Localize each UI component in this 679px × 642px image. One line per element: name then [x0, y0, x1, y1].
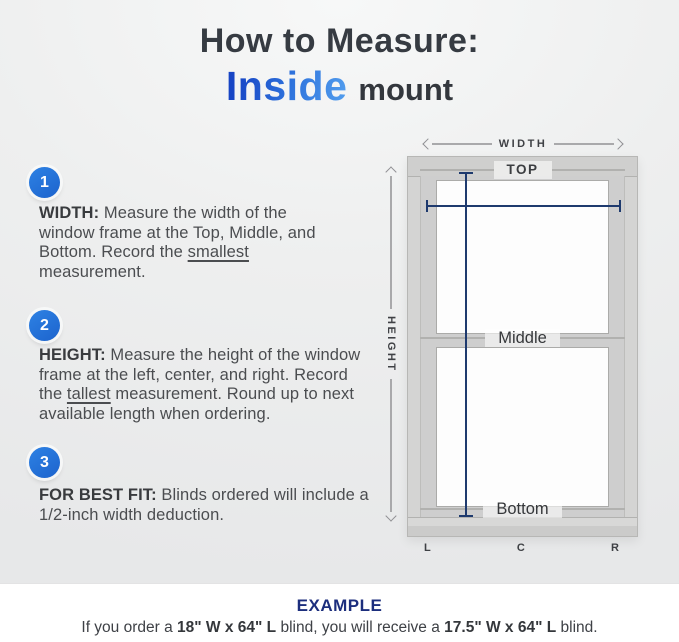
- middle-row-line-left: [420, 337, 485, 339]
- step-1-body-end: measurement.: [39, 262, 146, 281]
- middle-row-line-right: [560, 337, 625, 339]
- step-2-underlined-word: tallest: [66, 385, 111, 403]
- height-measure-tick-top: [459, 172, 473, 174]
- top-row-line-left: [420, 169, 494, 171]
- step-2-body-end: measurement. Round up to next available length when ordering.: [39, 385, 355, 423]
- step-3-text: [39, 486, 379, 525]
- step-1-underlined-word: smallest: [187, 243, 249, 261]
- arrow-left-icon: [422, 138, 433, 149]
- marker-center: C: [516, 542, 526, 554]
- title-accent: Inside: [225, 63, 348, 109]
- top-measure-row: [420, 161, 625, 179]
- width-dimension-arrow: [424, 137, 622, 151]
- marker-right: R: [611, 542, 620, 554]
- marker-left: L: [424, 542, 432, 554]
- step-3-body: Blinds ordered will include a 1/2-inch width deduction.: [39, 486, 369, 524]
- step-1-label: WIDTH:: [39, 204, 100, 222]
- height-arrow-line-top: [390, 176, 392, 309]
- width-measure-tick-left: [426, 200, 428, 212]
- height-arrow-line-bottom: [390, 379, 392, 512]
- width-arrow-line-left: [432, 143, 492, 145]
- width-measure-tick-right: [619, 200, 621, 212]
- bottom-measure-row: [420, 500, 625, 518]
- bottom-row-line-right: [562, 508, 625, 510]
- example-part-5: blind.: [556, 619, 598, 636]
- height-measurement-line: [465, 172, 467, 517]
- step-1-number: 1: [40, 173, 49, 191]
- middle-measure-row: [420, 329, 625, 347]
- example-footer: [0, 583, 679, 642]
- middle-label: Middle: [485, 329, 560, 347]
- step-3-badge: [29, 447, 60, 478]
- step-2-text: [39, 346, 365, 424]
- width-arrow-label: WIDTH: [498, 138, 548, 150]
- bottom-label: Bottom: [483, 500, 561, 518]
- step-1-badge: [29, 167, 60, 198]
- bottom-markers-row: [407, 542, 638, 554]
- height-dimension-arrow: [384, 168, 398, 520]
- page-title: [0, 22, 679, 110]
- window-sash-region: [420, 176, 625, 518]
- step-1-body: Measure the width of the window frame at the Top, Middle, and Bottom. Record the: [39, 204, 316, 261]
- window-sill: [408, 517, 637, 536]
- window-lower-pane: [436, 347, 609, 507]
- arrow-down-icon: [385, 510, 396, 521]
- arrow-right-icon: [612, 138, 623, 149]
- step-2-number: 2: [40, 316, 49, 334]
- bottom-row-line-left: [420, 508, 483, 510]
- example-ordered-size: 18" W x 64" L: [177, 619, 277, 636]
- step-1-text: [39, 204, 347, 282]
- title-line-2: [0, 63, 679, 110]
- example-heading: EXAMPLE: [296, 596, 383, 615]
- example-received-size: 17.5" W x 64" L: [444, 619, 557, 636]
- example-part-3: blind, you will receive a: [276, 619, 445, 636]
- title-line-1: How to Measure:: [199, 22, 480, 60]
- height-arrow-label: HEIGHT: [385, 315, 397, 373]
- title-suffix: mount: [358, 72, 454, 107]
- width-measurement-line: [427, 205, 620, 207]
- step-2-badge: [29, 310, 60, 341]
- step-2-body: Measure the height of the window frame at the left, center, and right. Record the: [39, 346, 361, 403]
- step-3-label: FOR BEST FIT:: [39, 486, 157, 504]
- height-measure-tick-bottom: [459, 515, 473, 517]
- top-label: TOP: [494, 161, 552, 179]
- step-3-number: 3: [40, 453, 49, 471]
- example-part-1: If you order a: [81, 619, 178, 636]
- top-row-line-right: [552, 169, 626, 171]
- example-text: [0, 619, 679, 637]
- step-2-label: HEIGHT:: [39, 346, 106, 364]
- arrow-up-icon: [385, 166, 396, 177]
- window-upper-pane: [436, 180, 609, 334]
- width-arrow-line-right: [554, 143, 614, 145]
